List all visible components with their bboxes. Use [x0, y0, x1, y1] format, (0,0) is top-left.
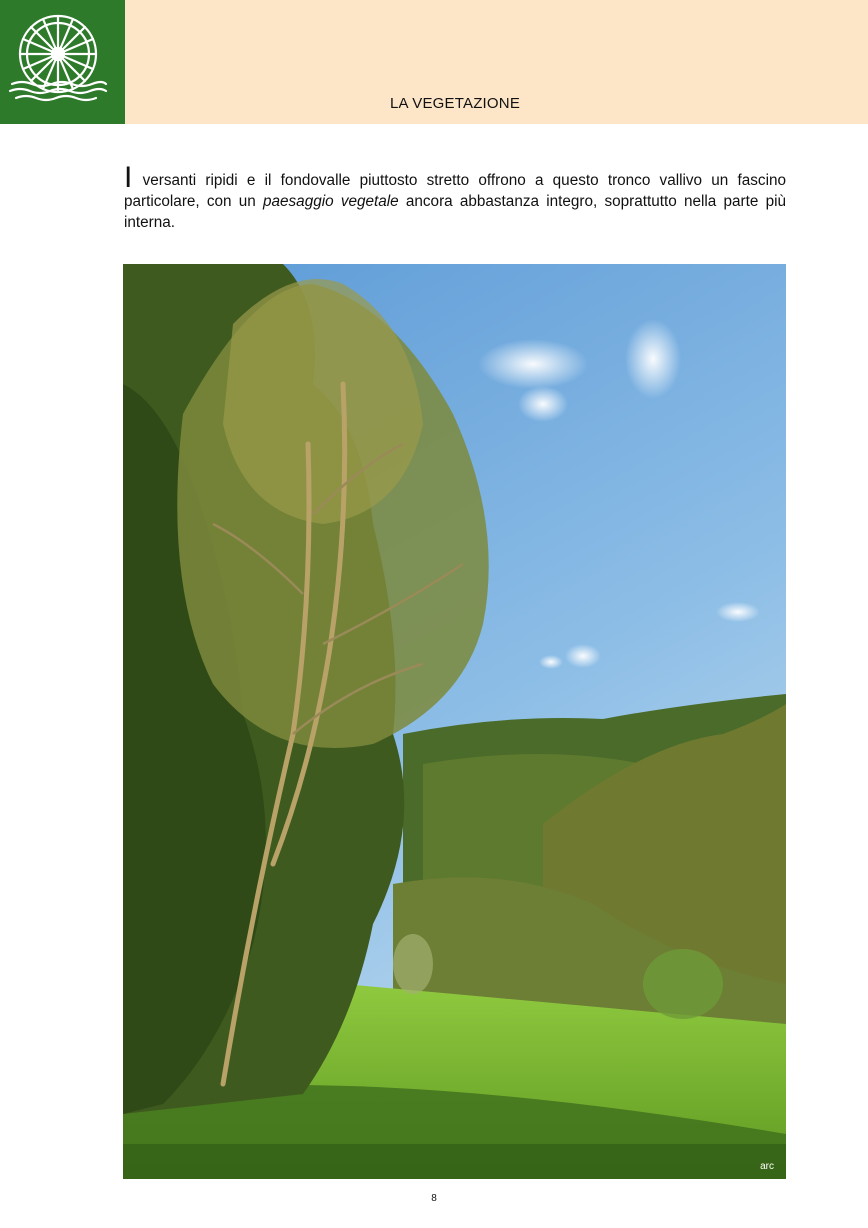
intro-text-end: ancora abbastanza integro, soprattutto nella parte più interna.: [124, 193, 786, 231]
waterwheel-logo-icon: [6, 10, 110, 106]
photo-credit: arc: [760, 1161, 774, 1172]
page-number: 8: [431, 1193, 437, 1204]
section-title: LA VEGETAZIONE: [389, 95, 521, 112]
drop-cap: I: [124, 161, 133, 194]
logo: [0, 0, 125, 124]
intro-emphasis: paesaggio vegetale: [263, 193, 399, 210]
landscape-photo: [123, 264, 786, 1179]
intro-paragraph: [124, 161, 786, 233]
intro-text-start: versanti ripidi e il fondovalle piuttosto stretto offrono a questo tronco vallivo un fascino particolare, con un: [124, 172, 786, 210]
